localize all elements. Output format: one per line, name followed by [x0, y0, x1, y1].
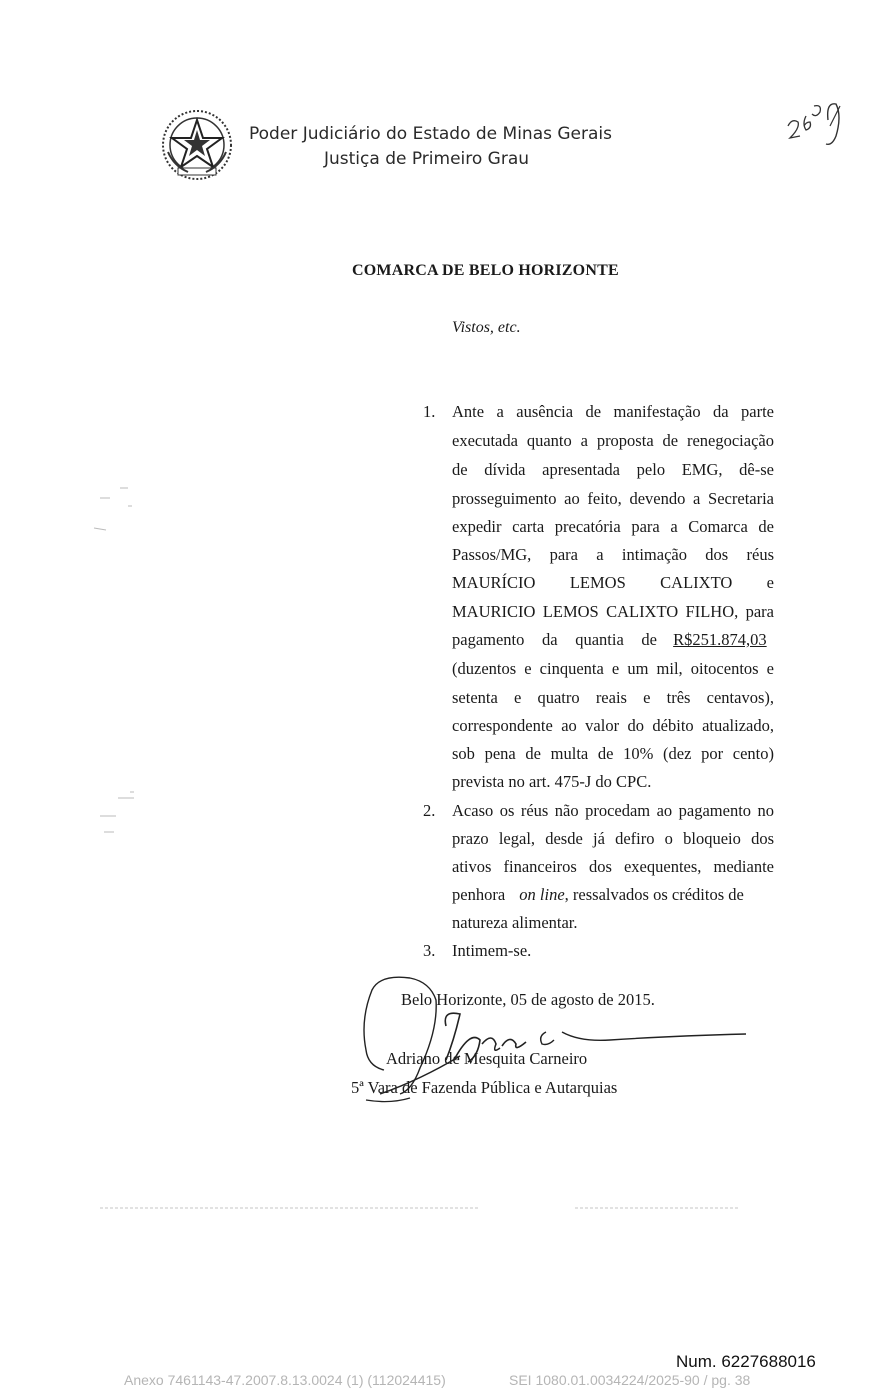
item-line: expedir carta precatória para a Comarca de: [452, 517, 774, 536]
scan-dotted-rule: [100, 1205, 740, 1211]
item-number: 3.: [423, 941, 436, 960]
item-line: executada quanto a proposta de renegociação: [452, 431, 774, 450]
item-line-part: penhora: [452, 885, 506, 904]
scan-margin-marks: [90, 480, 150, 850]
item-line: Passos/MG, para a intimação dos réus: [452, 545, 774, 564]
coat-of-arms-seal: [160, 108, 234, 182]
item-line: MAURICIO LEMOS CALIXTO FILHO, para: [452, 602, 774, 621]
footer-attachment-ref: Anexo 7461143-47.2007.8.13.0024 (1) (112024415): [124, 1372, 446, 1388]
item-line-mixed: [452, 885, 774, 905]
item-line: [452, 885, 744, 905]
item-line: de dívida apresentada pelo EMG, dê-se: [452, 460, 774, 479]
item-line: prevista no art. 475-J do CPC.: [452, 772, 652, 791]
amount-value: R$251.874,03: [673, 630, 767, 649]
item-line: natureza alimentar.: [452, 913, 578, 932]
item-line: correspondente ao valor do débito atualizado,: [452, 716, 774, 735]
salutation: Vistos, etc.: [452, 319, 521, 336]
item-line: prosseguimento ao feito, devendo a Secretaria: [452, 489, 774, 508]
signer-name: Adriano de Mesquita Carneiro: [386, 1049, 588, 1068]
court-name-heading: Poder Judiciário do Estado de Minas Gerais: [249, 124, 612, 144]
item-line: MAURÍCIO LEMOS CALIXTO e: [452, 573, 774, 592]
document-number-stamp: Num. 6227688016: [676, 1352, 816, 1371]
court-division: 5ª Vara de Fazenda Pública e Autarquias: [351, 1078, 618, 1097]
item-line: sob pena de multa de 10% (dez por cento): [452, 744, 774, 763]
item-number: 2.: [423, 801, 436, 820]
item-line: ativos financeiros dos exequentes, mediante: [452, 857, 774, 876]
footer-process-ref: SEI 1080.01.0034224/2025-90 / pg. 38: [509, 1372, 751, 1388]
handwritten-signature: [350, 970, 750, 1110]
italic-term: on line: [519, 885, 565, 904]
item-line-with-amount: [452, 630, 774, 650]
date-line: Belo Horizonte, 05 de agosto de 2015.: [401, 990, 655, 1009]
item-number: 1.: [423, 402, 436, 421]
item-line: Intimem-se.: [452, 941, 532, 960]
item-line: pagamento da quantia de: [452, 630, 657, 649]
item-line-part: , ressalvados os créditos de: [564, 885, 744, 904]
handwritten-folio-number: [782, 96, 852, 152]
item-line: Acaso os réus não procedam ao pagamento no: [452, 801, 774, 820]
item-line: (duzentos e cinquenta e um mil, oitocentos e: [452, 659, 774, 678]
item-line: setenta e quatro reais e três centavos),: [452, 688, 774, 707]
document-title: COMARCA DE BELO HORIZONTE: [352, 262, 619, 279]
court-level-heading: Justiça de Primeiro Grau: [324, 149, 530, 169]
item-line: prazo legal, desde já defiro o bloqueio dos: [452, 829, 774, 848]
item-line: Ante a ausência de manifestação da parte: [452, 402, 774, 421]
